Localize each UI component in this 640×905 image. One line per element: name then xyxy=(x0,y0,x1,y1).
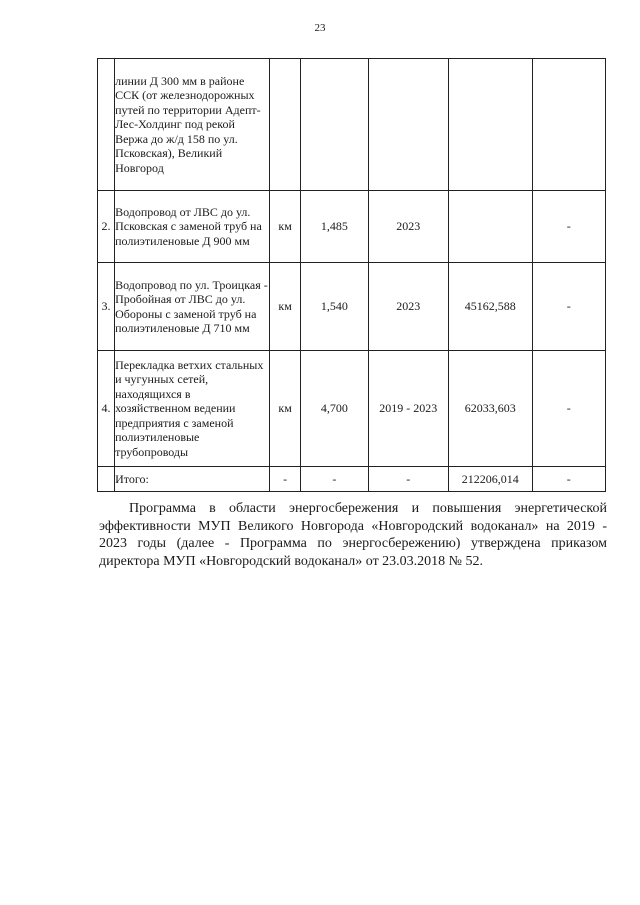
table-row xyxy=(98,263,606,351)
body-paragraph-container xyxy=(99,500,607,570)
note: - xyxy=(532,191,605,263)
unit: км xyxy=(270,191,301,263)
note: - xyxy=(532,263,605,351)
total-label: Итого: xyxy=(115,467,270,492)
cost xyxy=(449,59,532,191)
table-row xyxy=(98,59,606,191)
length: - xyxy=(301,467,368,492)
work-name: Водопровод по ул. Троицкая - Пробойная от ЛВС до ул. Обороны с заменой труб на полиэтиленовые Д 710 мм xyxy=(115,263,270,351)
row-number: 4. xyxy=(98,351,115,467)
body-paragraph: Программа в области энергосбережения и повышения энергетической эффективности МУП Великого Новгорода «Новгородский водоканал» на 2019 - 2023 годы (далее - Программа по энергосбережению) утверждена приказом директора МУП «Новгородский водоканал» от 23.03.2018 № 52. xyxy=(99,501,607,569)
note: - xyxy=(532,351,605,467)
row-number xyxy=(98,467,115,492)
cost: 45162,588 xyxy=(449,263,532,351)
note: - xyxy=(532,467,605,492)
work-name: Водопровод от ЛВС до ул. Псковская с заменой труб на полиэтиленовые Д 900 мм xyxy=(115,191,270,263)
unit: км xyxy=(270,263,301,351)
total-cost: 212206,014 xyxy=(449,467,532,492)
years: - xyxy=(368,467,448,492)
years: 2019 - 2023 xyxy=(368,351,448,467)
length xyxy=(301,59,368,191)
years: 2023 xyxy=(368,191,448,263)
table-row xyxy=(98,351,606,467)
unit: км xyxy=(270,351,301,467)
length: 1,485 xyxy=(301,191,368,263)
note xyxy=(532,59,605,191)
length: 1,540 xyxy=(301,263,368,351)
cost xyxy=(449,191,532,263)
table-row-total xyxy=(98,467,606,492)
page-number: 23 xyxy=(314,22,326,34)
work-name: линии Д 300 мм в районе ССК (от железнодорожных путей по территории Адепт-Лес-Холдинг под рекой Вержа до ж/д 158 по ул. Псковская), Великий Новгород xyxy=(115,59,270,191)
row-number: 2. xyxy=(98,191,115,263)
years: 2023 xyxy=(368,263,448,351)
row-number xyxy=(98,59,115,191)
length: 4,700 xyxy=(301,351,368,467)
unit xyxy=(270,59,301,191)
table-row xyxy=(98,191,606,263)
cost: 62033,603 xyxy=(449,351,532,467)
works-table xyxy=(97,58,606,492)
unit: - xyxy=(270,467,301,492)
row-number: 3. xyxy=(98,263,115,351)
years xyxy=(368,59,448,191)
work-name: Перекладка ветхих стальных и чугунных сетей, находящихся в хозяйственном ведении предприятия с заменой полиэтиленовые трубопроводы xyxy=(115,351,270,467)
